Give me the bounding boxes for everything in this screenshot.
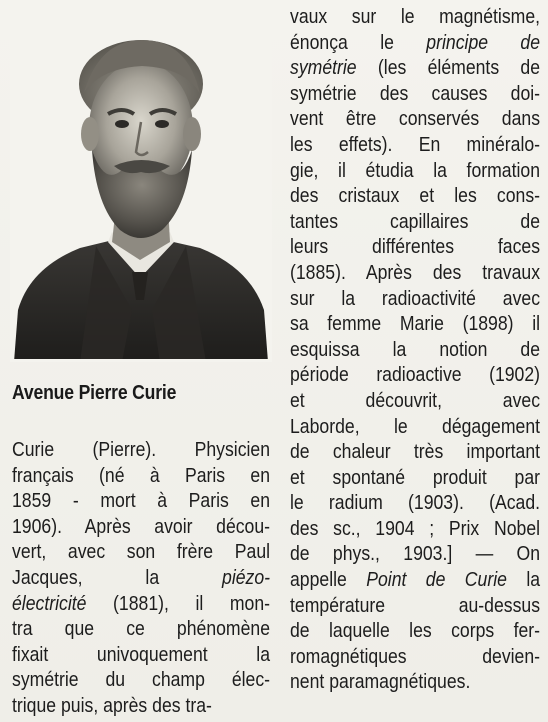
- text-run: 1859 - mort à Paris en: [12, 489, 271, 513]
- text-run: romagnétiques devien-: [290, 644, 541, 668]
- text-line: [290, 362, 540, 388]
- text-run: trique puis, après des tra-: [12, 693, 212, 717]
- text-run: fixait univoquement la: [12, 642, 271, 666]
- italic-term: symétrie: [290, 56, 357, 80]
- text-run: (les éléments de: [356, 56, 541, 80]
- text-run: symétrie des causes doi-: [290, 81, 541, 105]
- text-line: [290, 516, 540, 542]
- text-run: Curie (Pierre). Physicien: [12, 438, 271, 461]
- text-line: [290, 388, 540, 414]
- text-line: [290, 644, 540, 670]
- text-line: [12, 642, 270, 668]
- text-run: énonça le: [290, 30, 427, 54]
- text-run: appelle: [290, 568, 367, 592]
- text-line: [290, 81, 540, 107]
- text-run: et spontané produit par: [290, 465, 541, 489]
- text-run: vert, avec son frère Paul: [12, 540, 271, 564]
- text-run: Laborde, le dégagement: [290, 414, 541, 438]
- section-heading: Avenue Pierre Curie: [12, 382, 177, 404]
- text-run: gie, il étudia la formation: [290, 158, 541, 182]
- italic-term: Point de Curie: [366, 568, 507, 592]
- text-run: esquissa la notion de: [290, 337, 541, 361]
- italic-term: principe de: [426, 30, 541, 54]
- italic-term: électricité: [12, 591, 87, 615]
- text-line: [12, 565, 270, 591]
- text-line: [12, 463, 270, 489]
- text-run: français (né à Paris en: [12, 463, 271, 487]
- text-run: de laquelle les corps fer-: [290, 619, 541, 643]
- text-line: [12, 437, 270, 463]
- text-run: 1906). Après avoir décou-: [12, 514, 271, 538]
- text-line: [12, 488, 270, 514]
- text-run: symétrie du champ élec-: [12, 668, 271, 692]
- text-run: tantes capillaires de: [290, 209, 541, 233]
- text-run: de chaleur très important: [290, 440, 541, 464]
- text-line: [290, 669, 540, 695]
- text-run: nent paramagnétiques.: [290, 670, 471, 694]
- text-line: [290, 260, 540, 286]
- text-line: [290, 337, 540, 363]
- text-run: tra que ce phénomène: [12, 617, 271, 641]
- text-line: [290, 490, 540, 516]
- text-run: Jacques, la: [12, 565, 223, 589]
- text-line: [12, 693, 270, 719]
- text-run: de phys., 1903.] — On: [290, 542, 541, 566]
- portrait-photo: [10, 10, 272, 362]
- text-line: [290, 55, 540, 81]
- portrait-illustration: [10, 10, 272, 362]
- text-line: [12, 667, 270, 693]
- text-line: [290, 234, 540, 260]
- text-line: [290, 30, 540, 56]
- text-line: [290, 4, 540, 30]
- text-run: vaux sur le magnétisme,: [290, 5, 541, 28]
- text-run: des cristaux et les cons-: [290, 184, 541, 208]
- text-run: les effets). En minéralo-: [290, 132, 541, 156]
- text-run: des sc., 1904 ; Prix Nobel: [290, 516, 541, 540]
- text-line: [290, 541, 540, 567]
- text-line: [290, 158, 540, 184]
- text-run: leurs différentes faces: [290, 235, 541, 259]
- text-run: le radium (1903). (Acad.: [290, 491, 541, 515]
- italic-term: piézo-: [222, 565, 271, 589]
- text-line: [290, 286, 540, 312]
- text-run: sa femme Marie (1898) il: [290, 312, 541, 336]
- text-line: [290, 439, 540, 465]
- text-line: [290, 567, 540, 593]
- text-run: (1881), il mon-: [86, 591, 271, 615]
- text-run: (1885). Après des travaux: [290, 260, 541, 284]
- text-line: [290, 618, 540, 644]
- text-line: [290, 106, 540, 132]
- text-line: [12, 539, 270, 565]
- text-line: [12, 616, 270, 642]
- text-line: [12, 514, 270, 540]
- text-line: [290, 414, 540, 440]
- text-line: [290, 132, 540, 158]
- text-run: température au-dessus: [290, 593, 541, 617]
- text-line: [290, 465, 540, 491]
- text-line: [290, 311, 540, 337]
- text-line: [290, 183, 540, 209]
- left-text-column: [12, 437, 270, 719]
- right-text-column: [290, 4, 540, 695]
- text-line: [290, 209, 540, 235]
- text-run: vent être conservés dans: [290, 107, 541, 131]
- text-run: et découvrit, avec: [290, 388, 541, 412]
- text-run: la: [506, 568, 541, 592]
- text-run: période radioactive (1902): [290, 363, 541, 387]
- text-line: [290, 593, 540, 619]
- text-line: [12, 591, 270, 617]
- text-run: sur la radioactivité avec: [290, 286, 541, 310]
